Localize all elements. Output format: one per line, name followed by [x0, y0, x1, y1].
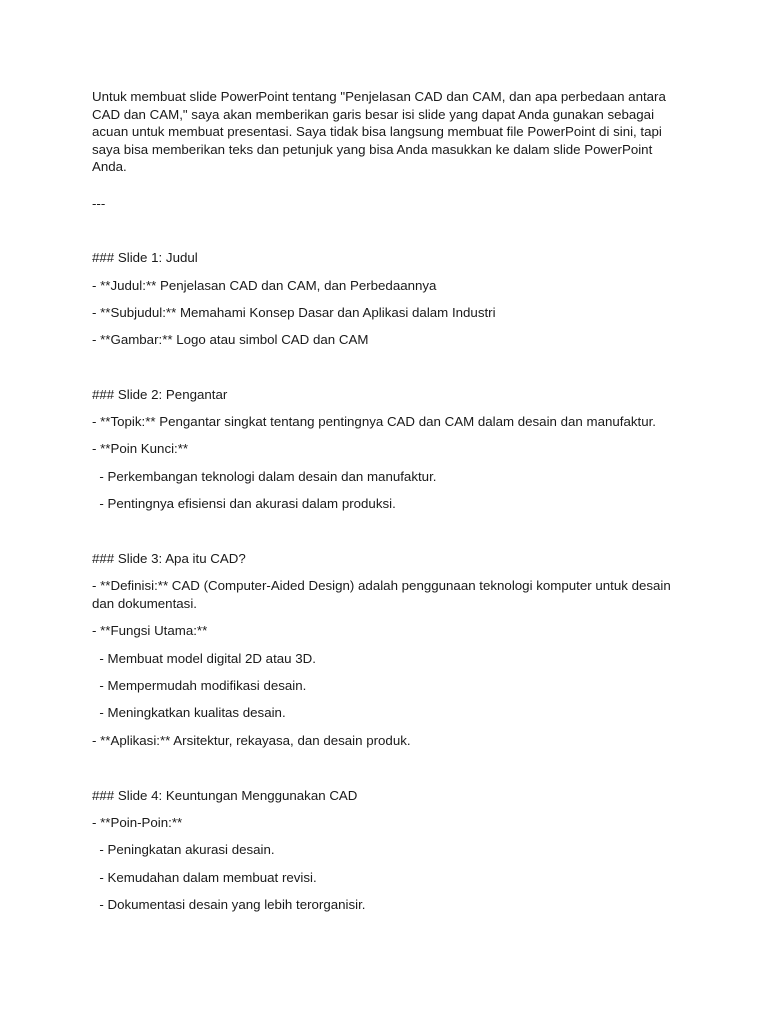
list-item: - Kemudahan dalam membuat revisi. [92, 870, 317, 885]
list-item: - **Fungsi Utama:** [92, 623, 208, 638]
list-item: - **Poin-Poin:** [92, 815, 183, 830]
list-item: - **Topik:** Pengantar singkat tentang pentingnya CAD dan CAM dalam desain dan manufaktur. [92, 414, 656, 429]
list-item: - Pentingnya efisiensi dan akurasi dalam produksi. [92, 496, 396, 511]
list-item: - Meningkatkan kualitas desain. [92, 705, 286, 720]
list-item: - Peningkatan akurasi desain. [92, 842, 275, 857]
slide-4-heading: ### Slide 4: Keuntungan Menggunakan CAD [92, 788, 358, 803]
intro-paragraph: Untuk membuat slide PowerPoint tentang "Penjelasan CAD dan CAM, dan apa perbedaan antara CAD dan CAM," saya akan memberikan garis besar isi slide yang dapat Anda gunakan sebagai acuan untuk membuat presentasi. Saya tidak bisa langsung membuat file PowerPoint di sini, tapi saya bisa memberikan teks dan petunjuk yang bisa Anda masukkan ke dalam slide PowerPoint Anda. [92, 89, 670, 174]
slide-3-heading: ### Slide 3: Apa itu CAD? [92, 551, 246, 566]
list-item: - Mempermudah modifikasi desain. [92, 678, 307, 693]
list-item: - **Gambar:** Logo atau simbol CAD dan CAM [92, 332, 369, 347]
list-item: - **Definisi:** CAD (Computer-Aided Design) adalah penggunaan teknologi komputer untuk desain dan dokumentasi. [92, 578, 675, 611]
list-item: - **Poin Kunci:** [92, 441, 189, 456]
list-item: - Membuat model digital 2D atau 3D. [92, 651, 316, 666]
slide-2-heading: ### Slide 2: Pengantar [92, 387, 228, 402]
slide-1-heading: ### Slide 1: Judul [92, 250, 198, 265]
separator: --- [92, 196, 106, 211]
list-item: - **Subjudul:** Memahami Konsep Dasar dan Aplikasi dalam Industri [92, 305, 496, 320]
list-item: - Perkembangan teknologi dalam desain dan manufaktur. [92, 469, 437, 484]
list-item: - Dokumentasi desain yang lebih terorganisir. [92, 897, 366, 912]
list-item: - **Judul:** Penjelasan CAD dan CAM, dan Perbedaannya [92, 278, 437, 293]
list-item: - **Aplikasi:** Arsitektur, rekayasa, dan desain produk. [92, 733, 411, 748]
